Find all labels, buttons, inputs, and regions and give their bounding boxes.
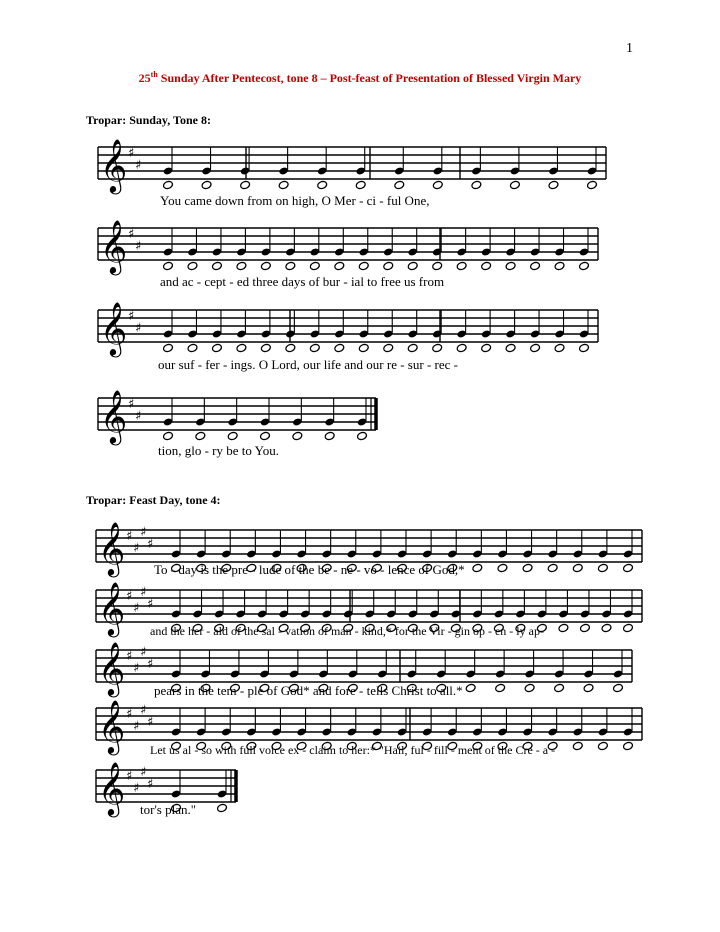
sharp-icon: ♯	[147, 597, 154, 612]
note-head	[601, 623, 612, 633]
note-head	[554, 343, 565, 353]
note-head	[497, 563, 508, 573]
note-head	[613, 683, 624, 693]
sharp-icon: ♯	[135, 239, 142, 254]
note-head	[358, 343, 369, 353]
treble-clef-icon: 𝄞	[98, 761, 126, 815]
sharp-icon: ♯	[133, 541, 140, 556]
note-head	[407, 343, 418, 353]
sharp-icon: ♯	[135, 409, 142, 424]
title-number: 25	[138, 71, 151, 85]
note-head	[187, 343, 198, 353]
title-superscript: th	[150, 70, 158, 79]
note-head	[623, 741, 634, 751]
treble-clef-icon: 𝄞	[98, 521, 126, 575]
note-head	[558, 623, 569, 633]
note-head	[211, 343, 222, 353]
note-head	[309, 261, 320, 271]
sharp-icon: ♯	[133, 661, 140, 676]
title-text: Sunday After Pentecost, tone 8 – Post-feast of Presentation of Blessed Virgin Mary	[157, 71, 582, 85]
note-head	[472, 563, 483, 573]
page-number: 1	[626, 41, 633, 56]
lyric-line: tor's plan."	[140, 802, 197, 817]
note-head	[579, 261, 590, 271]
note-head	[163, 261, 174, 271]
note-head	[548, 180, 559, 190]
note-head	[383, 261, 394, 271]
lyric-line: tion, glo - ry be to You.	[158, 443, 279, 458]
treble-clef-icon: 𝄞	[100, 138, 128, 192]
note-head	[324, 431, 335, 441]
note-head	[583, 683, 594, 693]
note-head	[163, 343, 174, 353]
note-head	[334, 261, 345, 271]
note-head	[163, 431, 174, 441]
note-head	[481, 261, 492, 271]
note-head	[260, 261, 271, 271]
lyric-line: To - day is the pre - lude of the be - ne - vo - lence of God,*	[154, 562, 465, 577]
sharp-icon: ♯	[147, 715, 154, 730]
sharp-icon: ♯	[135, 158, 142, 173]
lyric-line: and ac - cept - ed three days of bur - ial to free us from	[160, 274, 445, 289]
sharp-icon: ♯	[147, 537, 154, 552]
sharp-icon: ♯	[128, 227, 135, 242]
note-head	[358, 261, 369, 271]
note-head	[465, 683, 476, 693]
note-head	[572, 741, 583, 751]
note-head	[260, 343, 271, 353]
sharp-icon: ♯	[128, 309, 135, 324]
sharp-icon: ♯	[135, 321, 142, 336]
note-head	[432, 343, 443, 353]
sharp-icon: ♯	[126, 649, 133, 664]
note-head	[505, 343, 516, 353]
note-head	[481, 343, 492, 353]
note-head	[357, 431, 368, 441]
note-head	[432, 261, 443, 271]
sharp-icon: ♯	[126, 529, 133, 544]
note-head	[394, 180, 405, 190]
note-head	[554, 683, 565, 693]
lyric-line: You came down from on high, O Mer - ci - ful One,	[160, 193, 430, 208]
note-head	[597, 741, 608, 751]
note-head	[240, 180, 251, 190]
treble-clef-icon: 𝄞	[98, 699, 126, 753]
sharp-icon: ♯	[128, 397, 135, 412]
note-head	[522, 563, 533, 573]
section-label-feast: Tropar: Feast Day, tone 4:	[86, 493, 221, 507]
note-head	[211, 261, 222, 271]
sharp-icon: ♯	[147, 777, 154, 792]
lyric-line: Let us al - so with full voice ex - claim to her:* "Hail, ful - fill - ment of the Cre - a -	[150, 743, 556, 757]
sharp-icon: ♯	[126, 769, 133, 784]
sharp-icon: ♯	[126, 707, 133, 722]
note-head	[285, 343, 296, 353]
note-head	[509, 180, 520, 190]
note-head	[260, 431, 271, 441]
note-head	[524, 683, 535, 693]
note-head	[530, 343, 541, 353]
sharp-icon: ♯	[133, 781, 140, 796]
treble-clef-icon: 𝄞	[98, 581, 126, 635]
note-head	[456, 261, 467, 271]
sharp-icon: ♯	[126, 589, 133, 604]
note-head	[579, 343, 590, 353]
lyric-line: and the her - ald of the sal - vation of man - kind,* for the Vir - gin op - en - ly ap-	[150, 624, 544, 638]
sharp-icon: ♯	[140, 765, 147, 780]
note-head	[623, 623, 634, 633]
sharp-icon: ♯	[133, 601, 140, 616]
note-head	[456, 343, 467, 353]
sharp-icon: ♯	[140, 645, 147, 660]
note-head	[530, 261, 541, 271]
note-head	[597, 563, 608, 573]
note-head	[547, 563, 558, 573]
sharp-icon: ♯	[147, 657, 154, 672]
note-head	[495, 683, 506, 693]
note-head	[309, 343, 320, 353]
lyric-line: pears in the tem - ple of God* and fore - tells Christ to all.*	[154, 683, 463, 698]
note-head	[383, 343, 394, 353]
note-head	[195, 431, 206, 441]
note-head	[278, 180, 289, 190]
note-head	[471, 180, 482, 190]
note-head	[187, 261, 198, 271]
note-head	[317, 180, 328, 190]
note-head	[407, 261, 418, 271]
note-head	[334, 343, 345, 353]
section-label-sunday: Tropar: Sunday, Tone 8:	[86, 113, 211, 127]
sharp-icon: ♯	[140, 703, 147, 718]
treble-clef-icon: 𝄞	[100, 301, 128, 355]
note-head	[554, 261, 565, 271]
note-head	[292, 431, 303, 441]
note-head	[587, 180, 598, 190]
sharp-icon: ♯	[133, 719, 140, 734]
treble-clef-icon: 𝄞	[100, 219, 128, 273]
treble-clef-icon: 𝄞	[100, 389, 128, 443]
lyric-line: our suf - fer - ings. O Lord, our life and our re - sur - rec -	[158, 357, 458, 372]
note-head	[217, 803, 228, 813]
sharp-icon: ♯	[140, 585, 147, 600]
note-head	[355, 180, 366, 190]
note-head	[227, 431, 238, 441]
note-head	[579, 623, 590, 633]
note-head	[163, 180, 174, 190]
note-head	[236, 343, 247, 353]
note-head	[432, 180, 443, 190]
treble-clef-icon: 𝄞	[98, 641, 126, 695]
note-head	[572, 563, 583, 573]
note-head	[623, 563, 634, 573]
note-head	[201, 180, 212, 190]
note-head	[236, 261, 247, 271]
note-head	[285, 261, 296, 271]
sharp-icon: ♯	[128, 146, 135, 161]
note-head	[505, 261, 516, 271]
sharp-icon: ♯	[140, 525, 147, 540]
